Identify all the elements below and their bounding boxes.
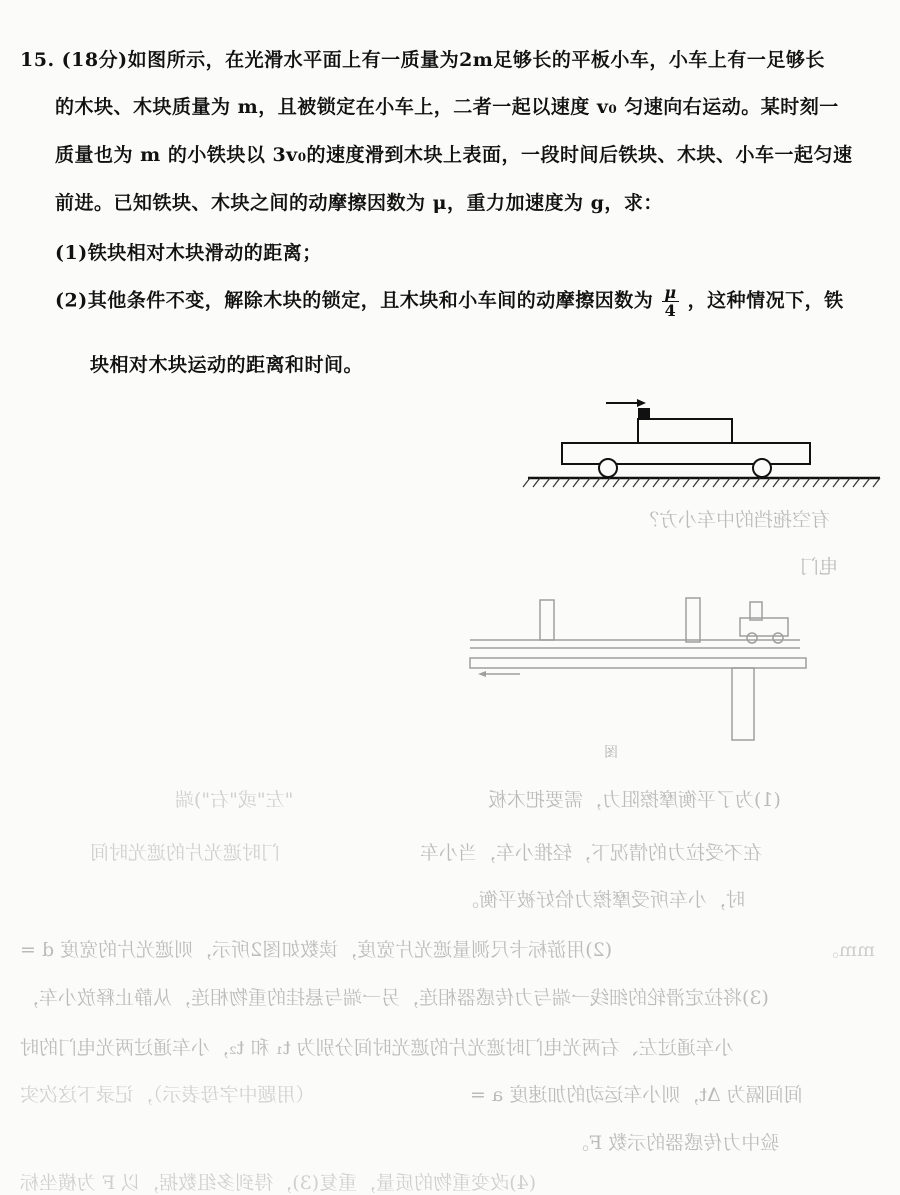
iron-block	[638, 408, 650, 419]
ghost-text-2: 电门	[800, 556, 839, 578]
ghost-text-5: "左"或"右")端	[175, 789, 294, 811]
ghost-text-14: （用题中字母表示），记录下这次实	[20, 1084, 315, 1106]
ghost-text-8: 时，小车所受摩擦力恰好被平衡。	[460, 889, 746, 911]
ghost-text-6: 在不受拉力的情况下，轻推小车，当小车	[420, 842, 763, 864]
ghost-text-15: 验中力传感器的示数 F。	[570, 1132, 780, 1154]
wheel-right	[753, 459, 771, 477]
cart-block-figure	[520, 392, 885, 502]
cart-platform	[562, 443, 810, 464]
ghost-figure-caption: 图	[604, 745, 618, 761]
question-line-4: 前进。已知铁块、木块之间的动摩擦因数为 μ，重力加速度为 g，求：	[55, 192, 663, 214]
question-line-3: 质量也为 m 的小铁块以 3v₀的速度滑到木块上表面，一段时间后铁块、木块、小车一起匀速	[55, 144, 853, 166]
fraction-denominator: 4	[664, 301, 677, 320]
wheel-left	[599, 459, 617, 477]
ghost-text-16: (4)改变重物的质量，重复(3)，得到多组数据，以 F 为横坐标	[20, 1172, 537, 1194]
ghost-text-11: (3)将拉定滑轮的细线一端与力传感器相连，另一端与悬挂的重物相连，从静止释放小车，	[20, 987, 769, 1009]
part-2	[55, 284, 844, 319]
ghost-apparatus-figure	[460, 592, 820, 762]
part-1: (1)铁块相对木块滑动的距离；	[55, 242, 322, 264]
wooden-block	[638, 419, 732, 443]
ghost-text-12: 小车通过左、右两光电门时遮光片的遮光时间分别为 t₁ 和 t₂，小车通过两光电门的时	[20, 1037, 734, 1059]
ghost-text-13: 间间隔为 Δt，则小车运动的加速度 a =	[470, 1084, 803, 1106]
part-2-line-2: 块相对木块运动的距离和时间。	[90, 354, 364, 376]
friction-fraction	[662, 284, 678, 319]
part-2-text-before: (2)其他条件不变，解除木块的锁定，且木块和小车间的动摩擦因数为	[55, 289, 654, 312]
ghost-text-7: 门时遮光片的遮光时间	[90, 842, 281, 864]
part-2-text-after: ，这种情况下，铁	[687, 289, 844, 312]
question-line-2: 的木块、木块质量为 m，且被锁定在小车上，二者一起以速度 v₀ 匀速向右运动。某时刻一	[55, 96, 839, 118]
ghost-text-10: mm。	[820, 939, 876, 961]
fraction-numerator: μ	[664, 283, 677, 302]
question-line-1: 15. (18分)如图所示，在光滑水平面上有一质量为2m足够长的平板小车，小车上有一足够长	[20, 49, 825, 71]
ghost-text-1: 有空拖挡的中车小方？	[640, 509, 831, 531]
ghost-text-4: (1)为了平衡摩擦阻力，需要把木板	[488, 789, 781, 811]
ghost-text-9: (2)用游标卡尺测量遮光片宽度，读数如图2所示，则遮光片的宽度 d =	[20, 939, 613, 961]
